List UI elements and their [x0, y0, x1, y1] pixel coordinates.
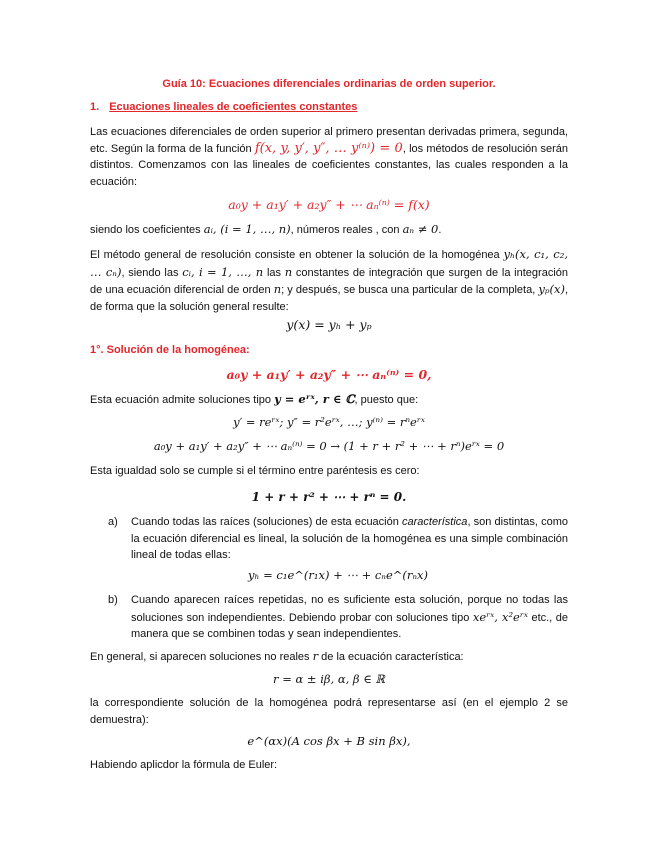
coef-math-2: aₙ ≠ 0	[402, 222, 439, 236]
list-item-b	[108, 592, 568, 643]
intro-text-1: Las ecuaciones diferenciales de orden superior al primero presentan derivadas primera, segunda, etc. Según la forma de la función	[90, 126, 568, 155]
case-a-text-1: Cuando todas las raíces (soluciones) de esta ecuación	[131, 516, 403, 528]
method-math-2: cᵢ, i = 1, …, n	[182, 264, 264, 279]
complex-math: r	[312, 649, 319, 663]
list-item-a	[108, 514, 568, 564]
complex-text-1: En general, si aparecen soluciones no reales	[90, 651, 313, 663]
case-b-text-1: Cuando aparecen raíces repetidas, no es suficiente esta solución, porque no todas las soluciones son independientes. Debiendo probar con soluciones tipo	[131, 594, 568, 624]
method-text-6: , de forma que la solución general resulte:	[90, 284, 568, 313]
equation-homogeneous: a₀y + a₁y′ + a₂y″ + ⋯ aₙ⁽ⁿ⁾ = 0,	[226, 367, 432, 382]
method-math-5: yₚ(x)	[538, 282, 565, 296]
method-text-5: ; y después, se busca una particular de la completa,	[281, 284, 539, 296]
coef-text-3: .	[438, 224, 442, 236]
method-math-1: yₕ(x, c₁, c₂, … cₙ)	[90, 247, 568, 279]
section-heading-homogeneous: 1°. Solución de la homogénea:	[90, 344, 250, 356]
intro-text-2: , los métodos de resolución serán distintos. Comenzamos con las lineales de coeficientes constantes, las cuales responden a la ecuación:	[90, 142, 568, 188]
case-a-italic: característica	[402, 516, 468, 528]
equation-substitution: a₀y + a₁y′ + a₂y″ + ⋯ aₙ⁽ⁿ⁾ = 0 → (1 + r + r² + ⋯ + rⁿ)eʳˣ = 0	[153, 439, 505, 453]
corresponding-paragraph: la correspondiente solución de la homogénea podrá representarse así (en el ejemplo 2 se demuestra):	[90, 697, 568, 726]
admits-text-2: , puesto que:	[354, 394, 419, 406]
equation-complex-roots: r = α ± iβ, α, β ∈ ℝ	[273, 672, 385, 686]
method-math-4: n	[273, 282, 282, 296]
coefficients-line	[90, 221, 568, 239]
equation-euler-form: e^(αx)(A cos βx + B sin βx),	[247, 734, 411, 748]
equation-characteristic: 1 + r + r² + ⋯ + rⁿ = 0.	[251, 490, 407, 504]
method-text-4: constantes de integración que surgen de la integración de una ecuación diferencial de orden	[90, 266, 568, 296]
admits-math: y = eʳˣ, r ∈ ℂ	[274, 392, 355, 406]
coef-text-1: siendo los coeficientes	[90, 224, 204, 236]
equation-case-a: yₕ = c₁e^(r₁x) + ⋯ + cₙe^(rₙx)	[247, 568, 429, 582]
complex-text-2: de la ecuación característica:	[318, 651, 464, 663]
equation-derivatives: y′ = reʳˣ; y″ = r²eʳˣ, …; y⁽ⁿ⁾ = rⁿeʳˣ	[233, 415, 425, 429]
method-paragraph	[90, 246, 568, 315]
method-text-3: las	[263, 266, 285, 279]
admits-line	[90, 391, 568, 409]
case-b-text-2: etc., de manera que se combinen todas y sean independientes.	[131, 611, 568, 640]
section-number: 1.	[90, 101, 100, 113]
function-expression: f(x, y, y′, y″, … y⁽ⁿ⁾) = 0	[254, 140, 403, 156]
euler-line: Habiendo aplicdor la fórmula de Euler:	[90, 759, 278, 771]
section-heading-1	[90, 99, 357, 116]
equality-line: Esta igualdad solo se cumple si el término entre paréntesis es cero:	[90, 465, 420, 477]
method-text-1: El método general de resolución consiste en obtener la solución de la homogénea	[90, 249, 504, 261]
page-title: Guía 10: Ecuaciones diferenciales ordinarias de orden superior.	[162, 78, 496, 90]
case-b-math: xeʳˣ, x²eʳˣ	[472, 609, 528, 624]
list-body-a	[131, 514, 568, 564]
equation-general: a₀y + a₁y′ + a₂y″ + ⋯ aₙ⁽ⁿ⁾ = f(x)	[228, 197, 430, 212]
intro-paragraph	[90, 124, 568, 190]
coef-text-2: , números reales , con	[290, 224, 403, 236]
case-a-text-2: , son distintas, como la ecuación diferencial es lineal, la solución de la homogénea es una simple combinación lineal de todas ellas:	[131, 516, 568, 561]
admits-text-1: Esta ecuación admite soluciones tipo	[90, 394, 275, 406]
list-body-b	[131, 592, 568, 643]
complex-line	[90, 648, 568, 666]
coef-math-1: aᵢ, (i = 1, …, n)	[203, 222, 291, 236]
equation-solution: y(x) = yₕ + yₚ	[286, 317, 372, 332]
section-title: Ecuaciones lineales de coeficientes constantes	[109, 101, 358, 113]
list-label-a: a)	[108, 516, 118, 528]
method-text-2: , siendo las	[121, 266, 183, 279]
method-math-3: n	[284, 264, 293, 279]
list-label-b: b)	[108, 594, 118, 606]
